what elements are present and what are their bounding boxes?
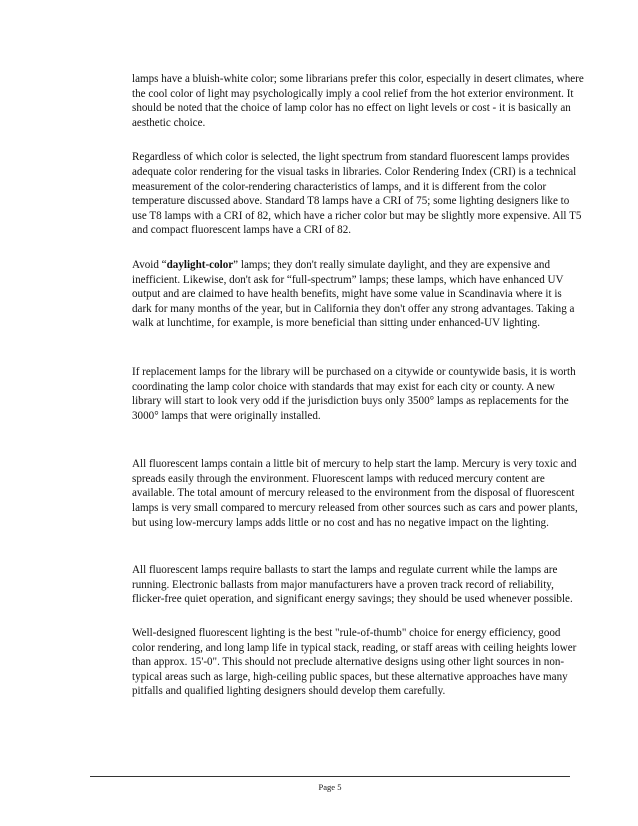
page-number: Page 5: [318, 782, 342, 792]
paragraph-color-rendering: Regardless of which color is selected, the light spectrum from standard fluorescent lamps provides adequate color rendering for the visual tasks in libraries. Color Rendering Index (CRI) is a technical measurement of the color-rendering characteristics of lamps, and it is different from the color temperature discussed above. Standard T8 lamps have a CRI of 75; some lighting designers like to use T8 lamps with a CRI of 82, which have a richer color but may be slightly more expensive. All T5 and compact fluorescent lamps have a CRI of 82.: [132, 151, 582, 237]
paragraph-replacement-lamps: If replacement lamps for the library will be purchased on a citywide or countywide basis, it is worth coordinating the lamp color choice with standards that may exist for each city or county. A new library will start to look very odd if the jurisdiction buys only 3500° lamps as replacements for the 3000° lamps that were originally installed.: [132, 365, 576, 422]
paragraph-daylight-color: [132, 258, 584, 331]
paragraph-lamp-color: lamps have a bluish-white color; some librarians prefer this color, especially in desert climates, where the cool color of light may psychologically imply a cool relief from the hot exterior environment. It should be noted that the choice of lamp color has no effect on light levels or cost - it is basically an aesthetic choice.: [132, 73, 584, 129]
paragraph-daylight-color-rest: ” lamps; they don't really simulate daylight, and they are expensive and inefficient. Likewise, don't ask for “full-spectrum” lamps; these lamps, which have enhanced UV output and are claimed to have health benefits, might have some value in Scandinavia where it is dark for many months of the year, but in California they don't offer any strong advantages. Taking a walk at lunchtime, for example, is more beneficial than sitting under enhanced-UV lighting.: [132, 258, 575, 330]
paragraph-rule-of-thumb: Well-designed fluorescent lighting is the best "rule-of-thumb" choice for energy efficiency, good color rendering, and long lamp life in typical stack, reading, or staff areas with ceiling heights lower than approx. 15'-0". This should not preclude alternative designs using other light sources in non-typical areas such as large, high-ceiling public spaces, but these alternative approaches have many pitfalls and qualified lighting designers should develop them carefully.: [132, 627, 577, 698]
paragraph-mercury: All fluorescent lamps contain a little bit of mercury to help start the lamp. Mercury is very toxic and spreads easily through the environment. Fluorescent lamps with reduced mercury content are available. The total amount of mercury released to the environment from the disposal of fluorescent lamps is very small compared to mercury released from other sources such as cars and power plants, but using low-mercury lamps adds little or no cost and has no negative impact on the lighting.: [132, 458, 578, 529]
paragraph-daylight-color-lead: Avoid “: [132, 258, 167, 271]
body-text: [132, 72, 584, 699]
bold-term-daylight-color: daylight-color: [166, 258, 234, 271]
footer-divider: [90, 776, 570, 777]
paragraph-ballasts: All fluorescent lamps require ballasts to start the lamps and regulate current while the lamps are running. Electronic ballasts from major manufacturers have a proven track record of reliability, flicker-free quiet operation, and significant energy savings; they should be used whenever possible.: [132, 564, 573, 606]
